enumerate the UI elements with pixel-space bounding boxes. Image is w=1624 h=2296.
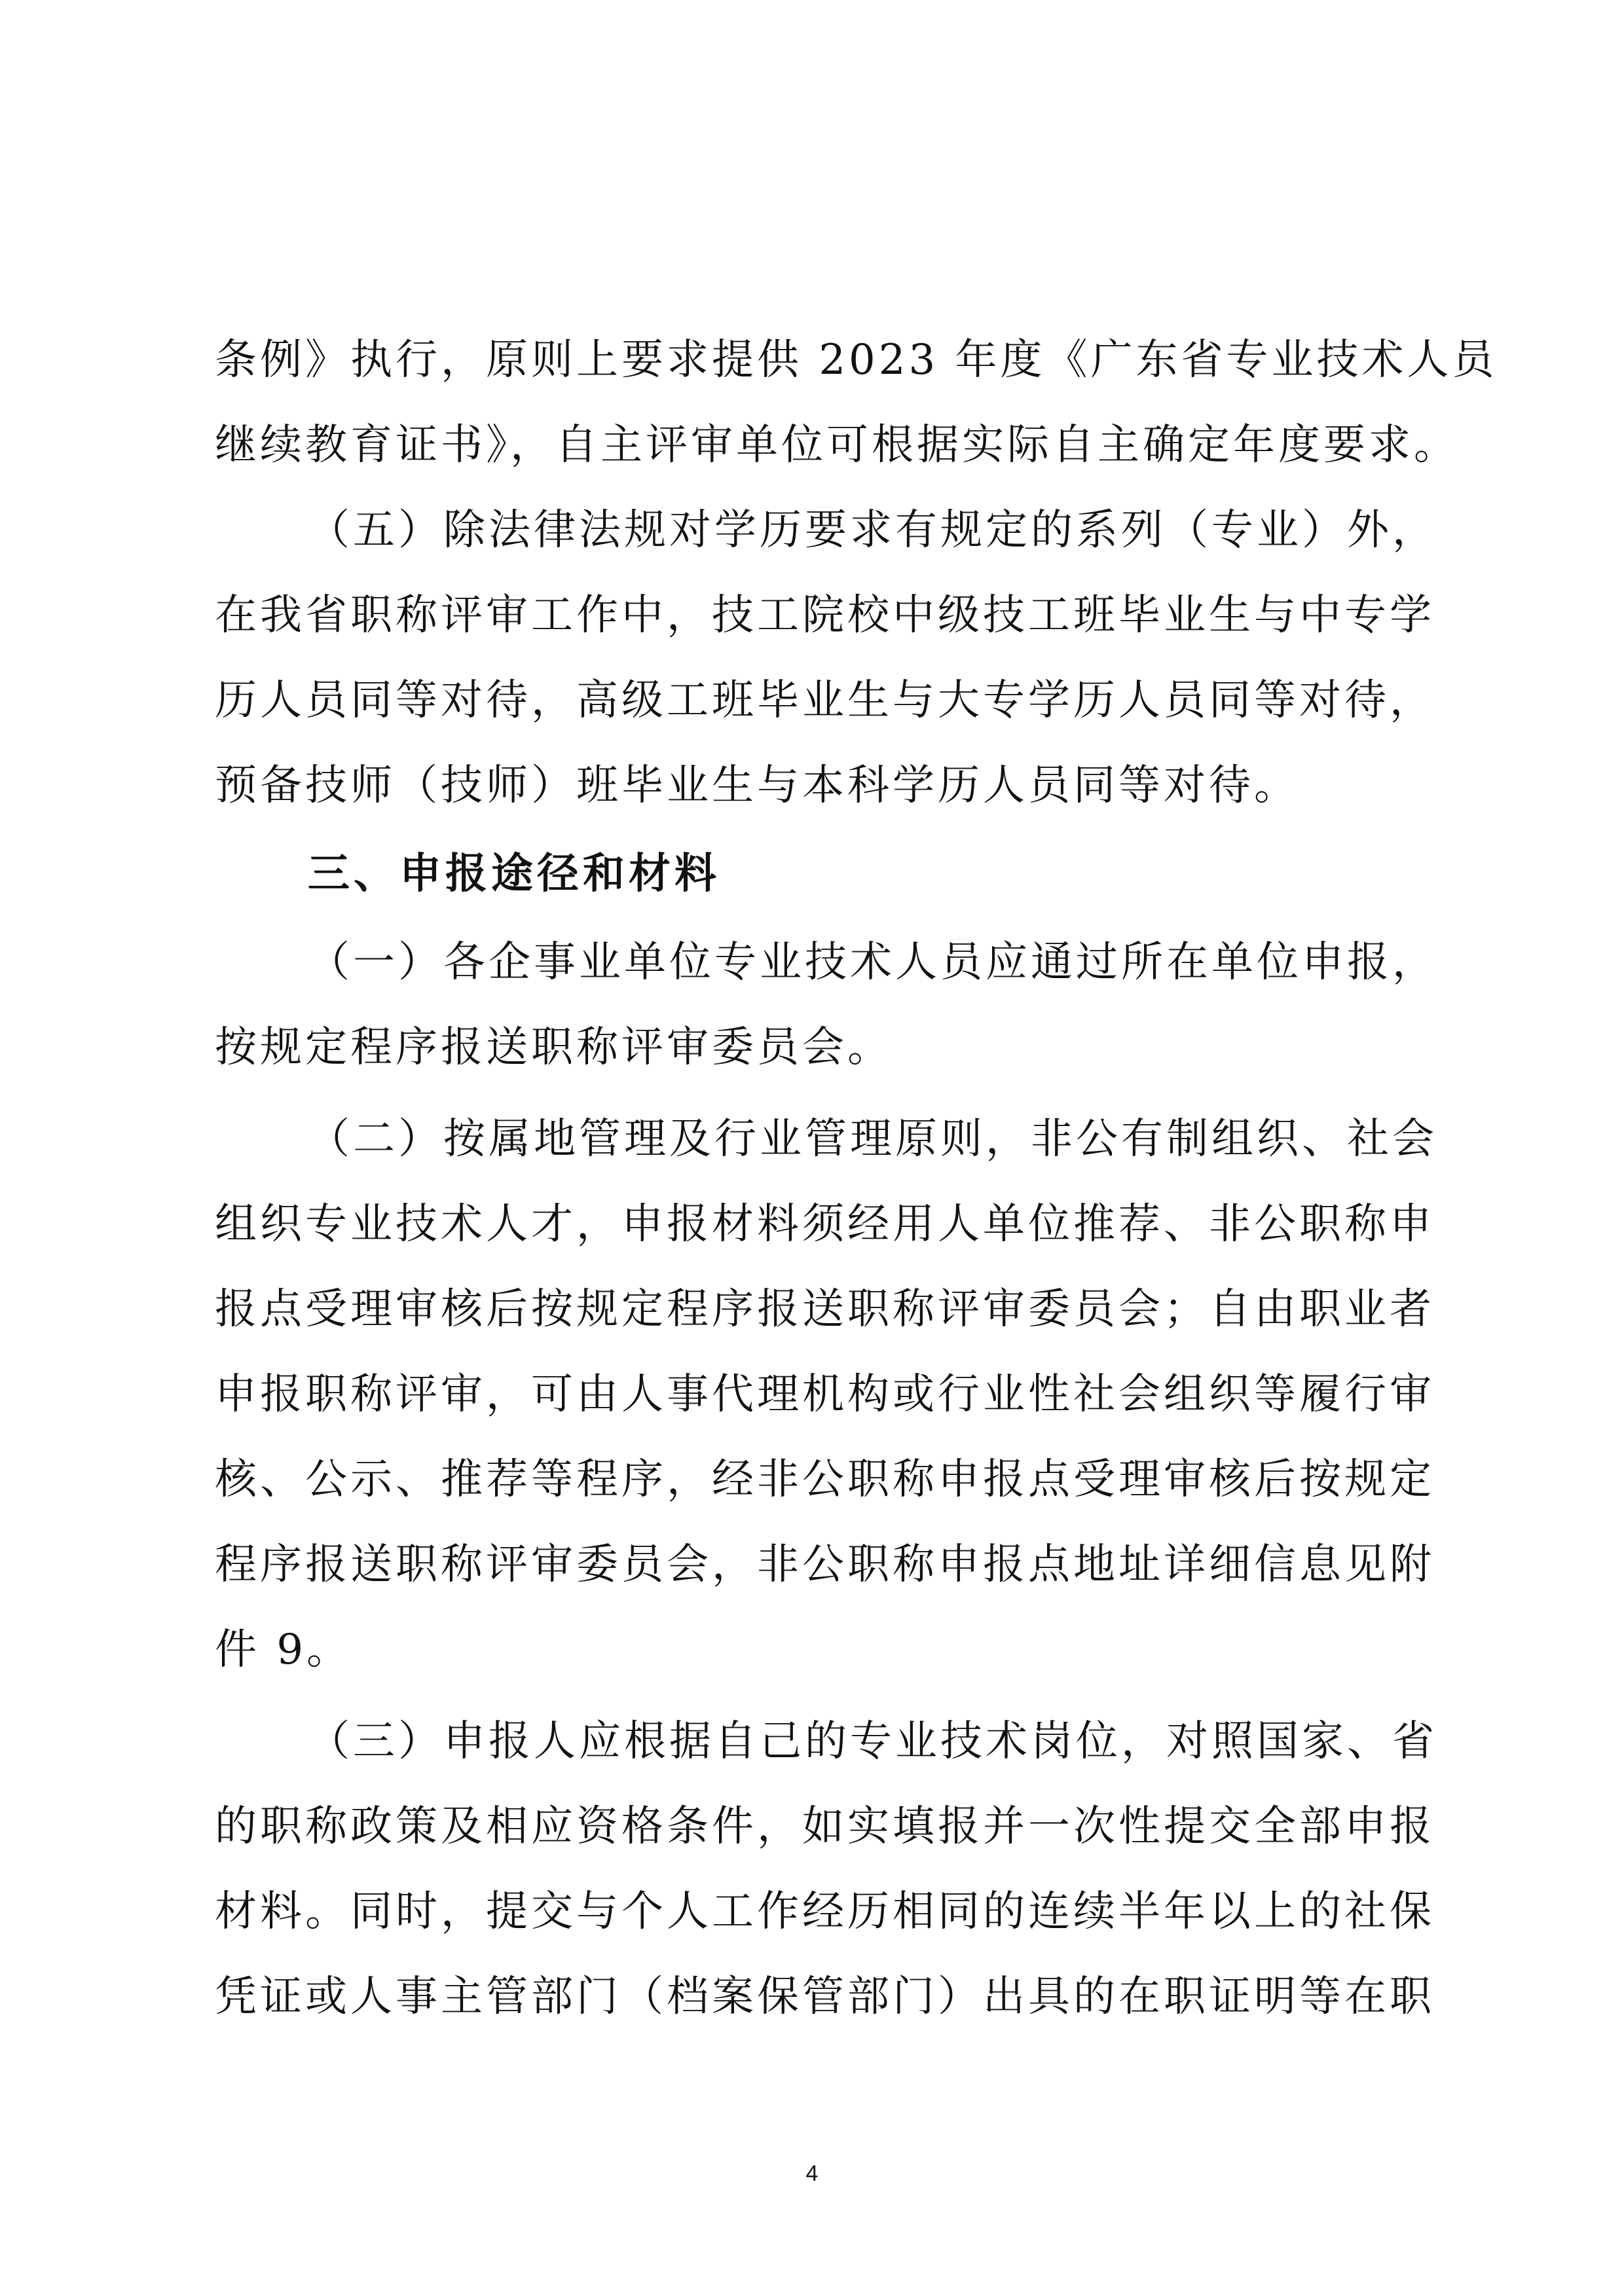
paragraph-line: （二）按属地管理及行业管理原则，非公有制组织、社会 [308,1115,1437,1163]
paragraph-line: 程序报送职称评审委员会，非公职称申报点地址详细信息见附 [215,1540,1435,1589]
paragraph-line: 组织专业技术人才，申报材料须经用人单位推荐、非公职称申 [215,1200,1435,1248]
paragraph-line: 预备技师（技师）班毕业生与本科学历人员同等对待。 [215,761,1299,810]
paragraph-line: 凭证或人事主管部门（档案保管部门）出具的在职证明等在职 [215,1973,1435,2021]
paragraph-line: （五）除法律法规对学历要求有规定的系列（专业）外， [308,506,1437,555]
paragraph-line: 按规定程序报送职称评审委员会。 [215,1023,893,1072]
paragraph-line: 历人员同等对待，高级工班毕业生与大专学历人员同等对待， [215,676,1435,725]
paragraph-line: 申报职称评审，可由人事代理机构或行业性社会组织等履行审 [215,1370,1435,1419]
paragraph-line: 件 9。 [215,1626,352,1674]
paragraph-line: 条例》执行，原则上要求提供 2023 年度《广东省专业技术人员 [215,336,1498,384]
paragraph-line: 的职称政策及相应资格条件，如实填报并一次性提交全部申报 [215,1802,1435,1851]
section-heading: 三、申报途径和材料 [308,850,720,898]
paragraph-line: 继续教育证书》，自主评审单位可根据实际自主确定年度要求。 [215,421,1459,469]
paragraph-line: 核、公示、推荐等程序，经非公职称申报点受理审核后按规定 [215,1455,1435,1504]
paragraph-line: （三）申报人应根据自己的专业技术岗位，对照国家、省 [308,1717,1437,1766]
paragraph-line: （一）各企事业单位专业技术人员应通过所在单位申报， [308,938,1437,987]
paragraph-line: 材料。同时，提交与个人工作经历相同的连续半年以上的社保 [215,1887,1435,1936]
paragraph-line: 报点受理审核后按规定程序报送职称评审委员会；自由职业者 [215,1285,1435,1334]
paragraph-line: 在我省职称评审工作中，技工院校中级技工班毕业生与中专学 [215,591,1435,640]
page-number: 4 [805,2161,819,2186]
